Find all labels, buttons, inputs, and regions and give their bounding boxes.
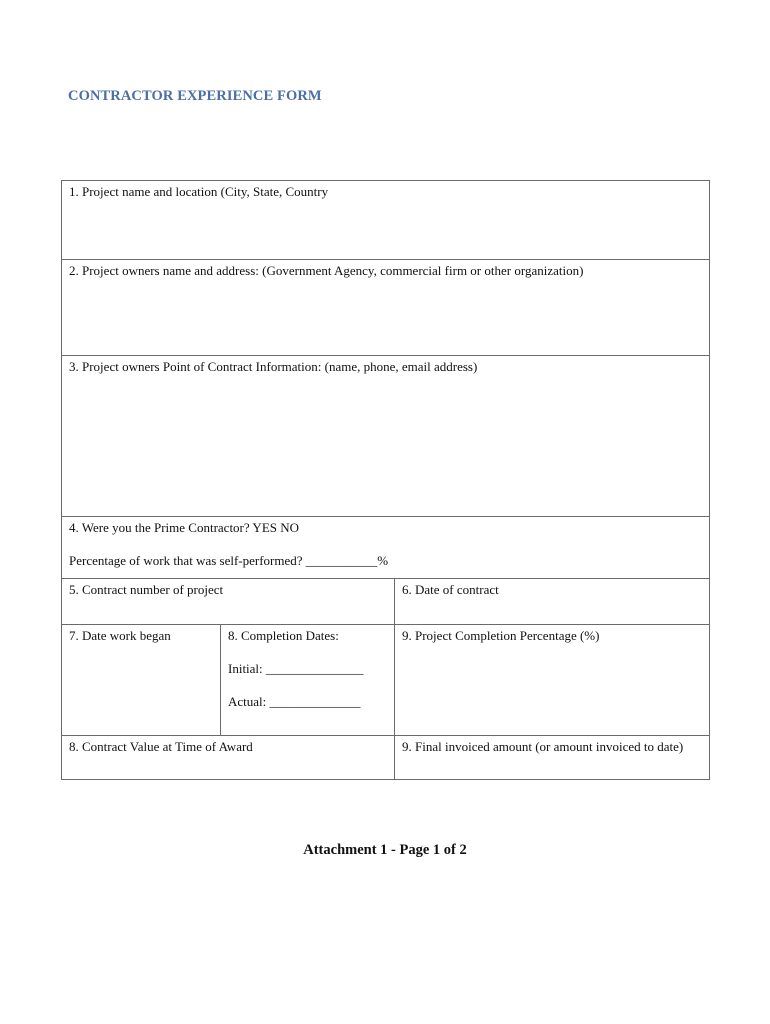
- row-owners-name: [62, 260, 710, 356]
- project-name-label: 1. Project name and location (City, State, Country: [69, 184, 329, 199]
- work-began-label: 7. Date work began: [69, 628, 171, 643]
- owners-poc-field[interactable]: [62, 356, 710, 517]
- actual-date-label: Actual: ______________: [228, 694, 361, 709]
- contract-value-field[interactable]: [62, 736, 395, 780]
- contract-number-label: 5. Contract number of project: [69, 582, 224, 597]
- contract-number-field[interactable]: [62, 579, 395, 625]
- prime-contractor-label: 4. Were you the Prime Contractor? YES NO: [69, 520, 300, 535]
- work-began-field[interactable]: [62, 625, 221, 736]
- row-owners-poc: [62, 356, 710, 517]
- completion-dates-label: 8. Completion Dates:: [228, 628, 339, 643]
- contractor-experience-table: [61, 180, 710, 780]
- prime-contractor-field[interactable]: [62, 517, 710, 579]
- self-performed-label: Percentage of work that was self-performed? ___________%: [69, 553, 389, 568]
- row-dates: [62, 625, 710, 736]
- owners-poc-label: 3. Project owners Point of Contract Information: (name, phone, email address): [69, 359, 478, 374]
- final-invoiced-label: 9. Final invoiced amount (or amount invoiced to date): [402, 739, 684, 754]
- contract-date-field[interactable]: [395, 579, 710, 625]
- final-invoiced-field[interactable]: [395, 736, 710, 780]
- completion-percentage-label: 9. Project Completion Percentage (%): [402, 628, 600, 643]
- row-contract-number: [62, 579, 710, 625]
- contract-value-label: 8. Contract Value at Time of Award: [69, 739, 253, 754]
- completion-percentage-field[interactable]: [395, 625, 710, 736]
- initial-date-label: Initial: _______________: [228, 661, 364, 676]
- row-project-name: [62, 181, 710, 260]
- contract-date-label: 6. Date of contract: [402, 582, 499, 597]
- project-name-field[interactable]: [62, 181, 710, 260]
- row-prime-contractor: [62, 517, 710, 579]
- owners-name-label: 2. Project owners name and address: (Government Agency, commercial firm or other organization): [69, 263, 584, 278]
- form-title: CONTRACTOR EXPERIENCE FORM: [68, 88, 322, 104]
- row-contract-value: [62, 736, 710, 780]
- owners-name-field[interactable]: [62, 260, 710, 356]
- page-footer: Attachment 1 - Page 1 of 2: [303, 842, 467, 858]
- completion-dates-field[interactable]: [221, 625, 395, 736]
